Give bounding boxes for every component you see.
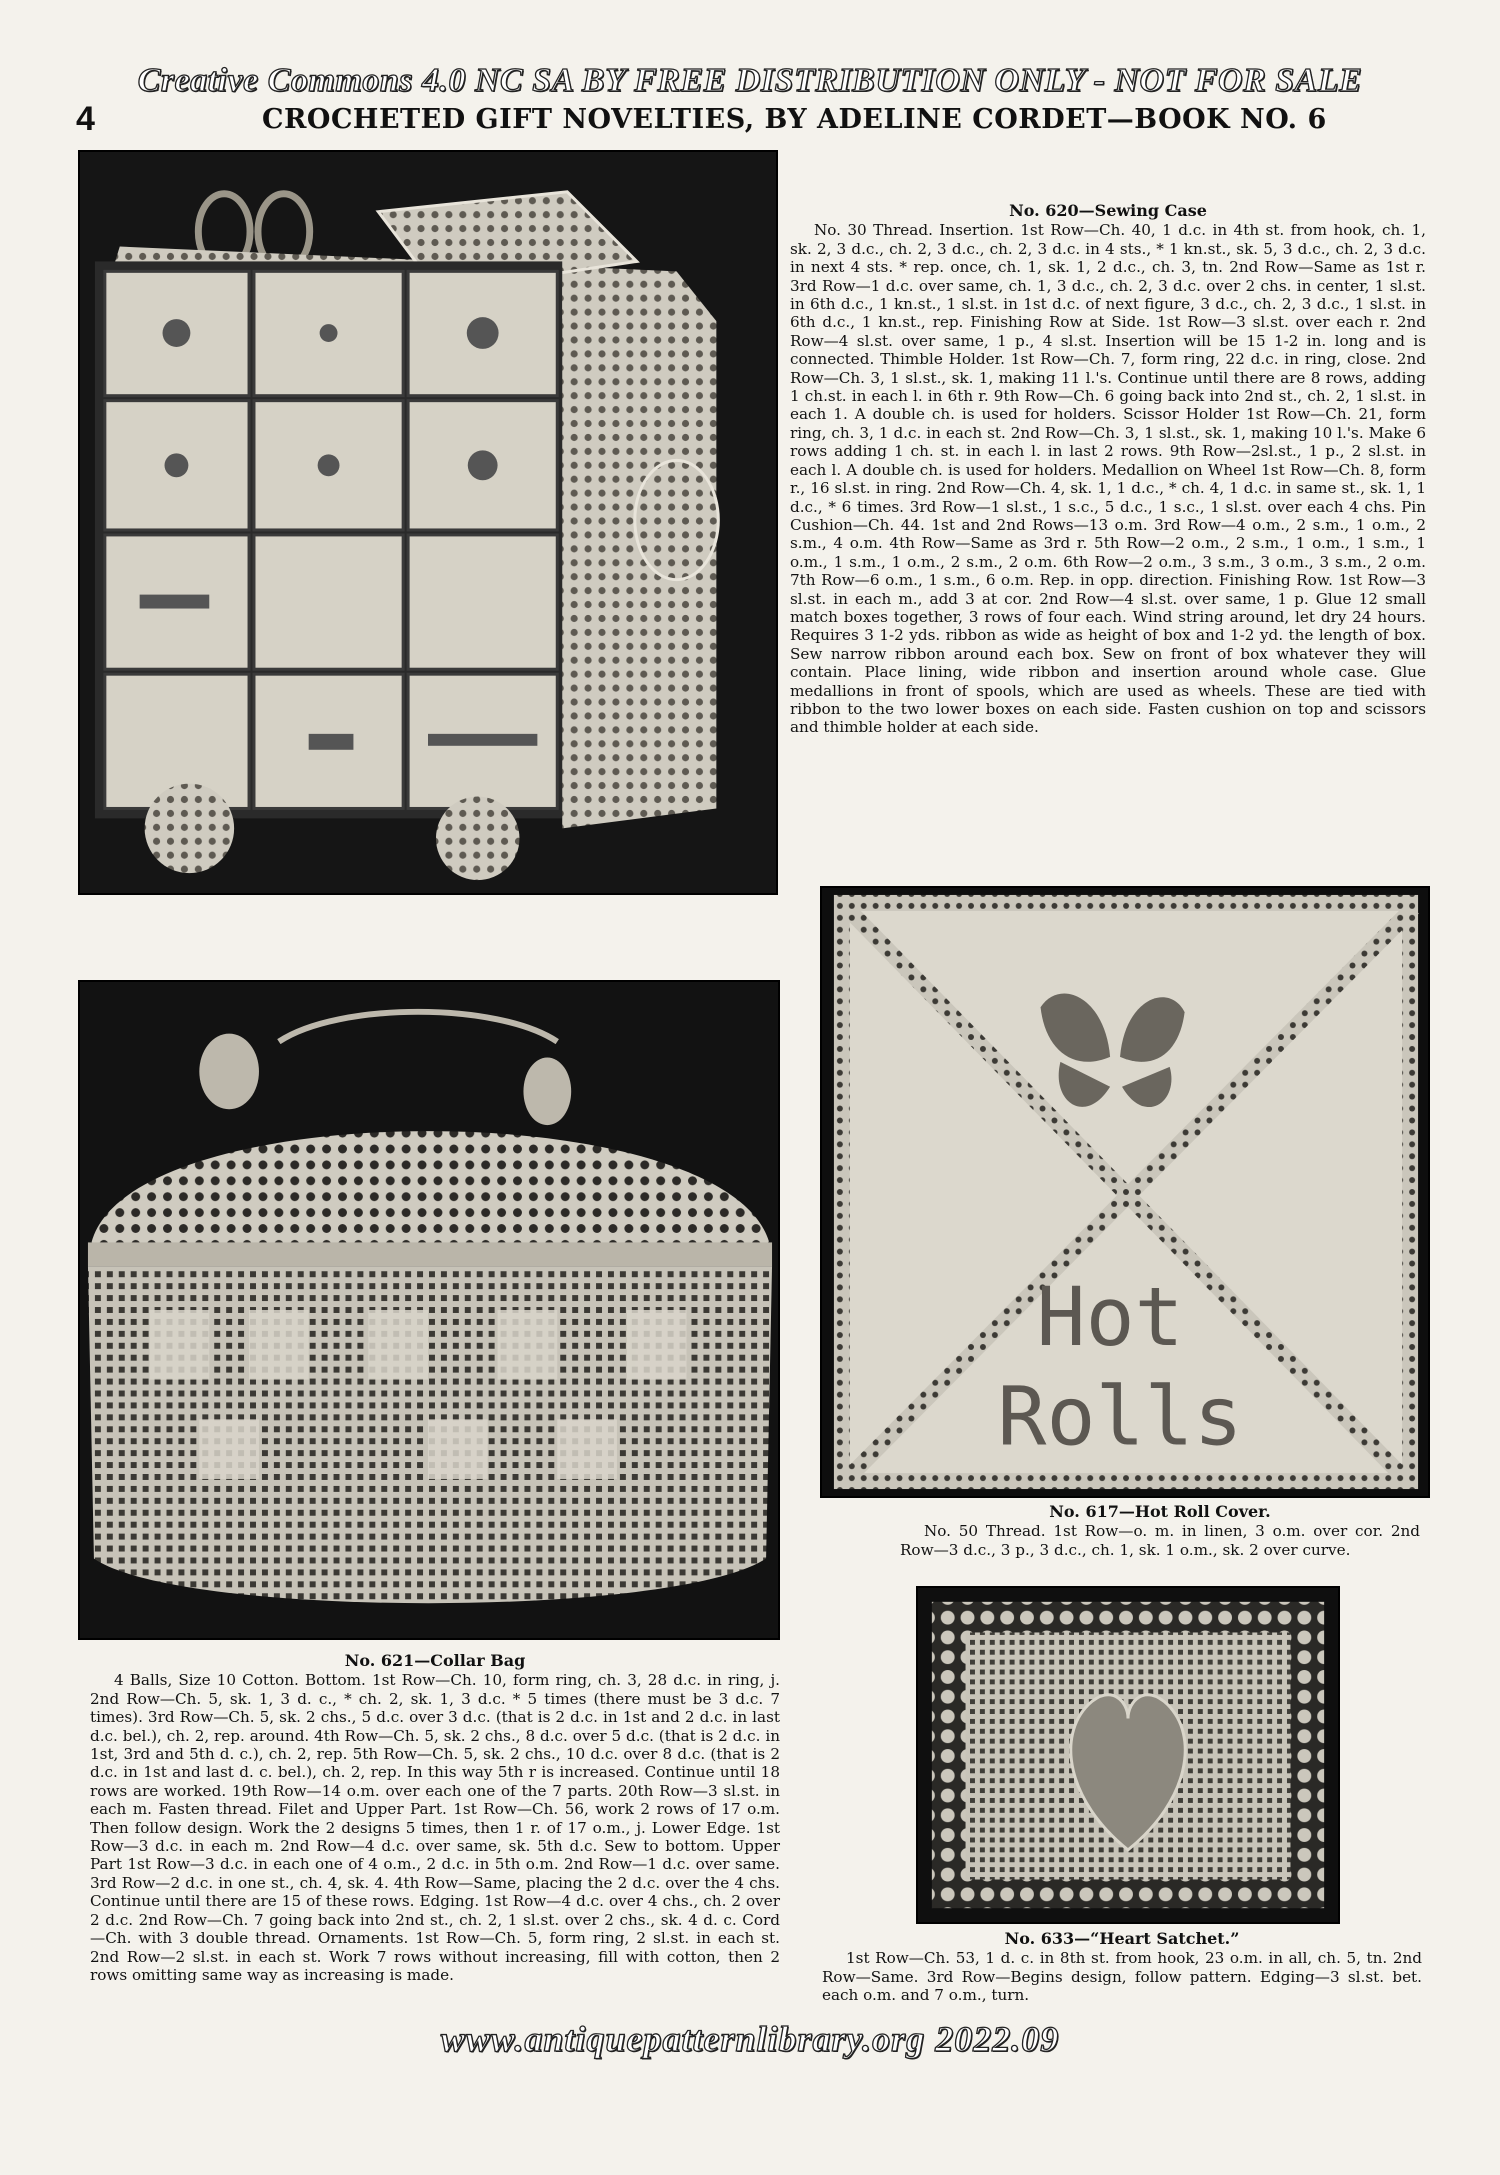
license-banner: Creative Commons 4.0 NC SA BY FREE DISTRIBUTION ONLY - NOT FOR SALE — [137, 62, 1363, 99]
running-head: CROCHETED GIFT NOVELTIES, BY ADELINE CORDET—BOOK NO. 6 — [262, 104, 1327, 135]
hot-roll-cover-photo — [820, 886, 1430, 1498]
heart-satchet-photo — [916, 1586, 1340, 1924]
sewing-case-photo — [78, 150, 778, 895]
hot-roll-cover-section — [900, 1503, 1420, 1559]
sewing-case-title: No. 620—Sewing Case — [1009, 201, 1207, 220]
hot-rolls-line1: Hot — [1036, 1269, 1184, 1365]
collar-bag-photo — [78, 980, 780, 1640]
footer-url: www.antiquepatternlibrary.org 2022.09 — [440, 2019, 1060, 2059]
collar-bag-instructions: 4 Balls, Size 10 Cotton. Bottom. 1st Row—Ch. 10, form ring, ch. 3, 28 d.c. in ring, j. 2nd Row—Ch. 5, sk. 1, 3 d. c., * ch. 2, sk. 1, 3 d.c. * 5 times (there must be 3 d.c. 7 times). 3rd Row—Ch. 5, sk. 2 chs., 5 d.c. over 3 d.c. (that is 2 d.c. in 1st and 2 d.c. in last d.c. bel.), ch. 2, rep. around. 4th Row—Ch. 5, sk. 2 chs., 8 d.c. over 5 d.c. (that is 2 d.c. in 1st, 3rd and 5th d. c.), ch. 2, rep. 5th Row—Ch. 5, sk. 2 chs., 10 d.c. over 8 d.c. (that is 2 d.c. in 1st and last d. c. bel.), ch. 2, rep. In this way 5th r is increased. Continue until 18 rows are worked. 19th Row—14 o.m. over each one of the 7 parts. 20th Row—3 sl.st. in each m. Fasten thread. Filet and Upper Part. 1st Row—Ch. 56, work 2 rows of 17 o.m. Then follow design. Work the 2 designs 5 times, then 1 r. of 17 o.m., j. Lower Edge. 1st Row—3 d.c. in each m. 2nd Row—4 d.c. over same, sk. 5th d.c. Sew to bottom. Upper Part 1st Row—3 d.c. in each one of 4 o.m., 2 d.c. in 5th o.m. 2nd Row—1 d.c. over same. 3rd Row—2 d.c. in one st., ch. 4, sk. 4. 4th Row—Same, placing the 2 d.c. over the 4 chs. Continue until there are 15 of these rows. Edging. 1st Row—4 d.c. over 4 chs., ch. 2 over 2 d.c. 2nd Row—Ch. 7 going back into 2nd st., ch. 2, 1 sl.st. over 2 chs., sk. 4 d. c. Cord—Ch. with 3 double thread. Ornaments. 1st Row—Ch. 5, form ring, 2 sl.st. in each st. 2nd Row—2 sl.st. in each st. Work 7 rows without increasing, fill with cotton, then 2 rows omitting same way as increasing is made. — [90, 1671, 780, 1984]
sewing-case-instructions: No. 30 Thread. Insertion. 1st Row—Ch. 40, 1 d.c. in 4th st. from hook, ch. 1, sk. 2, 3 d.c., ch. 2, 3 d.c., ch. 2, 3 d.c. in 4 sts., * 1 kn.st., sk. 5, 3 d.c., ch. 2, 3 d.c. in next 4 sts. * rep. once, ch. 1, sk. 1, 2 d.c., ch. 3, tn. 2nd Row—Same as 1st r. 3rd Row—1 d.c. over same, ch. 1, 3 d.c., ch. 2, 3 d.c. over 2 chs. in center, 1 sl.st. in 6th d.c., 1 kn.st., 1 sl.st. in 1st d.c. of next figure, 3 d.c., ch. 2, 3 d.c., 1 sl.st. in 6th d.c., 1 kn.st., rep. Finishing Row at Side. 1st Row—3 sl.st. over each r. 2nd Row—4 sl.st. over same, 1 p., 4 sl.st. Insertion will be 15 1-2 in. long and is connected. Thimble Holder. 1st Row—Ch. 7, form ring, 22 d.c. in ring, close. 2nd Row—Ch. 3, 1 sl.st., sk. 1, making 11 l.'s. Continue until there are 8 rows, adding 1 ch.st. in each l. in 6th r. 9th Row—Ch. 6 going back into 2nd st., ch. 2, 1 sl.st. in each 1. A double ch. is used for holders. Scissor Holder 1st Row—Ch. 21, form ring, ch. 3, 1 d.c. in each st. 2nd Row—Ch. 3, 1 sl.st., sk. 1, making 10 l.'s. Make 6 rows adding 1 ch. st. in each l. in last 2 rows. 9th Row—2sl.st., 1 p., 2 sl.st. in each l. A double ch. is used for holders. Medallion on Wheel 1st Row—Ch. 8, form r., 16 sl.st. in ring. 2nd Row—Ch. 4, sk. 1, 1 d.c., * ch. 4, 1 d.c. in same st., sk. 1, 1 d.c., * 6 times. 3rd Row—1 sl.st., 1 s.c., 5 d.c., 1 s.c., 1 sl.st. over each 4 chs. Pin Cushion—Ch. 44. 1st and 2nd Rows—13 o.m. 3rd Row—4 o.m., 2 s.m., 1 o.m., 2 s.m., 4 o.m. 4th Row—Same as 3rd r. 5th Row—2 o.m., 2 s.m., 1 o.m., 1 s.m., 1 o.m., 1 s.m., 1 o.m., 2 s.m., 2 o.m. 6th Row—2 o.m., 3 s.m., 3 o.m., 3 s.m., 2 o.m. 7th Row—6 o.m., 1 s.m., 6 o.m. Rep. in opp. direction. Finishing Row. 1st Row—3 sl.st. in each m., add 3 at cor. 2nd Row—4 sl.st. over same, 1 p. Glue 12 small match boxes together, 3 rows of four each. Wind string around, let dry 24 hours. Requires 3 1-2 yds. ribbon as wide as height of box and 1-2 yd. the length of box. Sew narrow ribbon around each box. Sew on front of box whatever they will contain. Place lining, wide ribbon and insertion around whole case. Glue medallions in front of spools, which are used as wheels. These are tied with ribbon to the two lower boxes on each side. Fasten cushion on top and scissors and thimble holder at each side. — [790, 221, 1426, 737]
hot-roll-cover-title: No. 617—Hot Roll Cover. — [1049, 1502, 1271, 1521]
heart-satchet-instructions: 1st Row—Ch. 53, 1 d. c. in 8th st. from hook, 23 o.m. in all, ch. 5, tn. 2nd Row—Same. 3rd Row—Begins design, follow pattern. Edging—3 sl.st. bet. each o.m. and 7 o.m., turn. — [822, 1949, 1422, 2005]
sewing-case-section — [790, 202, 1426, 737]
hot-rolls-line2: Rolls — [997, 1369, 1243, 1465]
collar-bag-title: No. 621—Collar Bag — [344, 1651, 526, 1670]
page-number: 4 — [76, 100, 95, 138]
heart-satchet-section — [822, 1930, 1422, 2005]
collar-bag-section — [90, 1652, 780, 1984]
heart-satchet-title: No. 633—“Heart Satchet.” — [1004, 1929, 1240, 1948]
hot-roll-cover-instructions: No. 50 Thread. 1st Row—o. m. in linen, 3 o.m. over cor. 2nd Row—3 d.c., 3 p., 3 d.c., ch. 1, sk. 1 o.m., sk. 2 over curve. — [900, 1522, 1420, 1559]
